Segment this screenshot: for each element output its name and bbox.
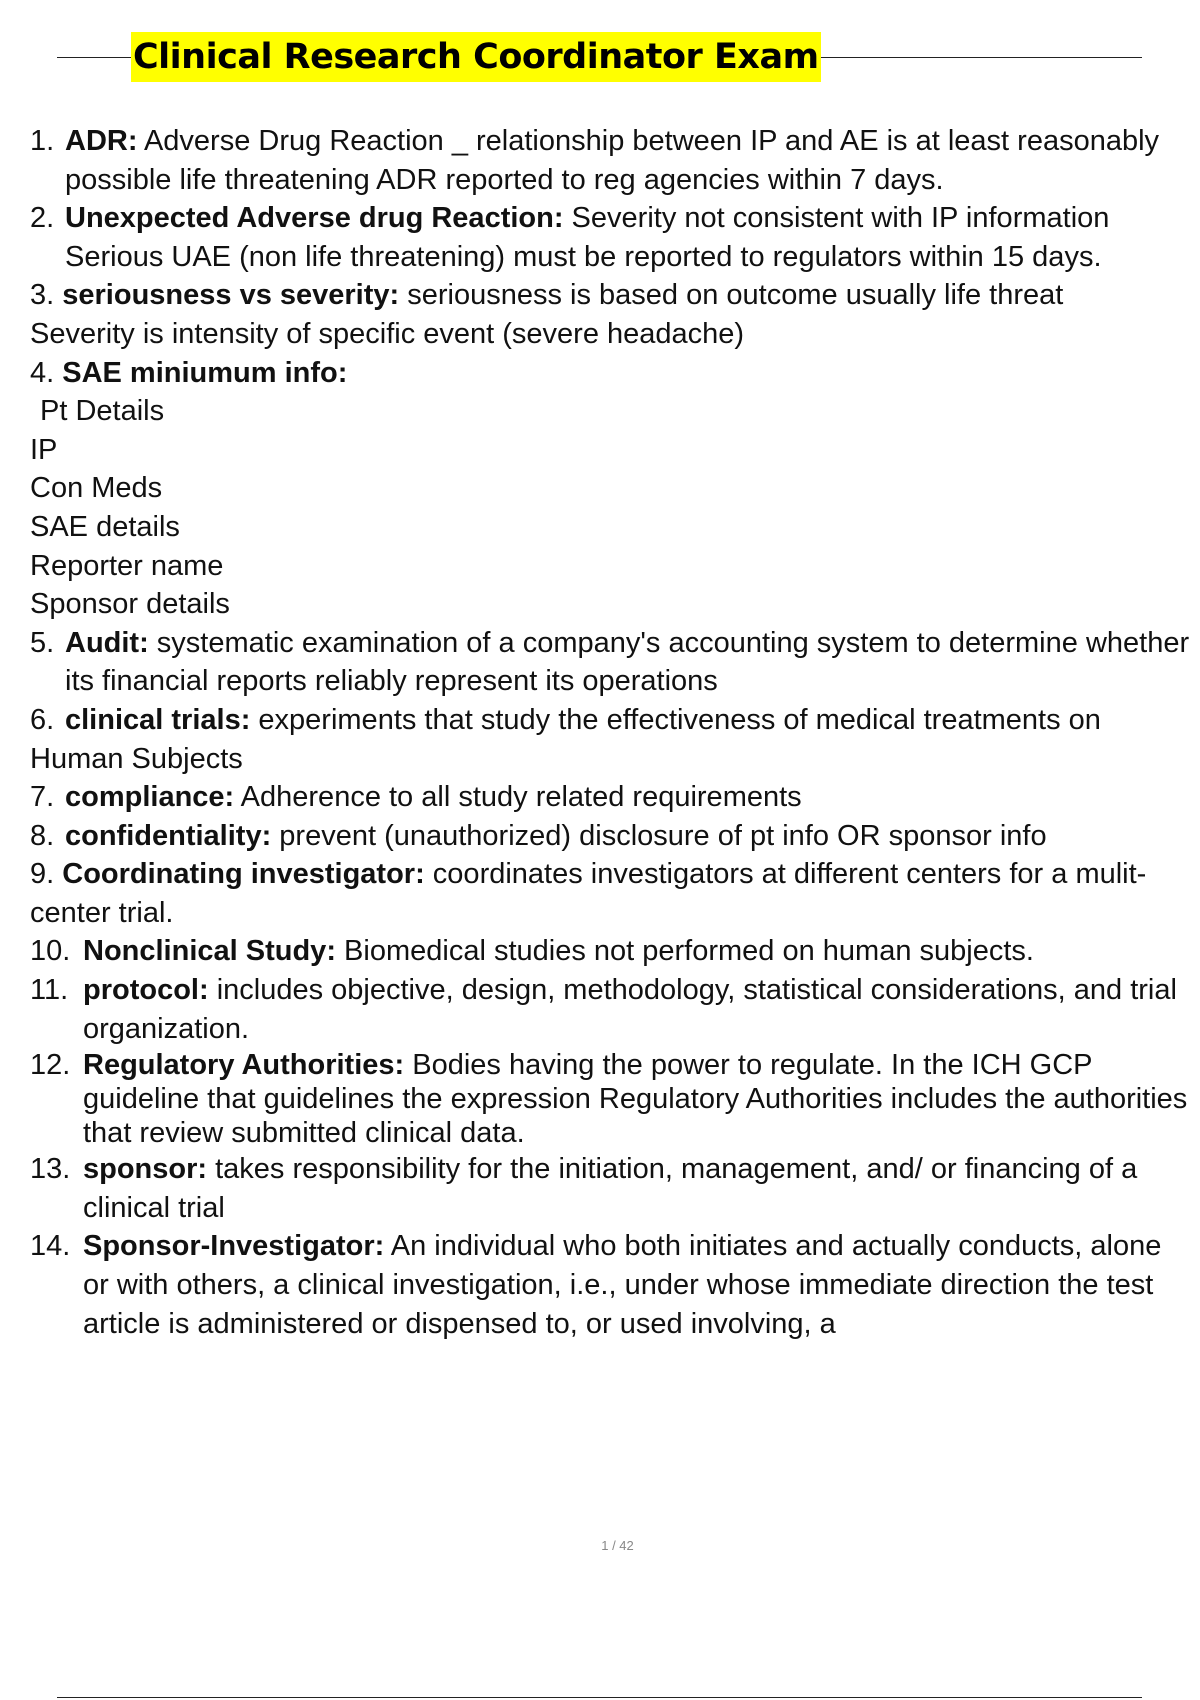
page-number: 1 / 42 (601, 1538, 634, 1553)
sub-item: Sponsor details (30, 588, 230, 621)
item-definition: An individual who both initiates and actually conducts, alone or with others, a clinical investigation, i.e., under whose immediate direction the test article is administered or dispensed to, or used involving, a (83, 1230, 1162, 1340)
item-term: Regulatory Authorities: (83, 1049, 405, 1082)
list-item (30, 778, 1195, 817)
item-term: confidentiality: (65, 819, 272, 852)
sub-item: Pt Details (40, 395, 165, 428)
item-number: 5. (30, 626, 55, 659)
item-number: 8. (30, 819, 55, 852)
item-definition: Severity not consistent with IP information Serious UAE (non life threatening) must be reported to regulators within 15 days. (65, 202, 1110, 273)
list-item (30, 1048, 1195, 1150)
list-item (30, 817, 1195, 856)
item-number: 3. (30, 279, 55, 312)
list-item (30, 199, 1195, 276)
list-item (30, 276, 1195, 353)
item-definition: prevent (unauthorized) disclosure of pt info OR sponsor info (271, 819, 1047, 852)
document-title: Clinical Research Coordinator Exam (131, 32, 821, 82)
footer-rule (57, 1697, 1142, 1698)
item-term: clinical trials: (65, 703, 251, 736)
item-number: 1. (30, 125, 55, 157)
item-number: 13. (30, 1153, 71, 1186)
list-item (30, 624, 1195, 701)
item-number: 12. (30, 1049, 71, 1082)
item-term: Audit: (65, 626, 149, 659)
list-item (30, 122, 1195, 199)
sub-item: IP (30, 433, 58, 466)
item-definition: Adherence to all study related requirements (234, 781, 802, 814)
list-item-body (30, 701, 1195, 740)
list-item (30, 354, 1195, 624)
list-item (30, 701, 1195, 778)
item-continuation: Human Subjects (30, 742, 243, 775)
list-item (30, 855, 1195, 932)
item-number: 9. (30, 858, 55, 891)
item-term: Unexpected Adverse drug Reaction: (65, 202, 564, 235)
list-item (30, 1150, 1195, 1227)
item-term: sponsor: (83, 1153, 208, 1186)
item-number: 7. (30, 781, 55, 814)
item-term: seriousness vs severity: (62, 279, 400, 312)
item-definition: coordinates investigators at different centers for a mulit-center trial. (30, 858, 1147, 929)
item-definition: takes responsibility for the initiation, management, and/ or financing of a clinical trial (83, 1153, 1138, 1224)
item-term: Nonclinical Study: (83, 935, 336, 968)
item-term: compliance: (65, 781, 235, 814)
item-continuation: Severity is intensity of specific event (severe headache) (30, 317, 745, 350)
sub-item: Reporter name (30, 549, 224, 582)
item-number: 4. (30, 356, 55, 389)
item-definition: seriousness is based on outcome usually life threat (399, 279, 1064, 312)
item-definition: systematic examination of a company's accounting system to determine whether its financial reports reliably represent its operations (65, 626, 1190, 698)
sub-item: Con Meds (30, 472, 163, 505)
sub-item: SAE details (30, 510, 180, 543)
glossary-list (30, 122, 1195, 1343)
item-term: ADR: (65, 125, 138, 157)
item-definition: Adverse Drug Reaction _ relationship between IP and AE is at least reasonably possible life threatening ADR reported to reg agencies within 7 days. (65, 125, 1160, 196)
item-term: Coordinating investigator: (62, 858, 425, 891)
item-number: 10. (30, 935, 71, 968)
item-number: 2. (30, 202, 55, 235)
list-item (30, 971, 1195, 1048)
item-number: 14. (30, 1230, 71, 1263)
title-row (57, 28, 1142, 88)
item-term: SAE miniumum info: (62, 356, 348, 389)
item-definition: Bodies having the power to regulate. In the ICH GCP guideline that guidelines the expression Regulatory Authorities includes the authorities that review submitted clinical data. (83, 1049, 1188, 1150)
list-item (30, 1227, 1195, 1343)
item-term: Sponsor-Investigator: (83, 1230, 385, 1263)
item-number: 6. (30, 703, 55, 736)
item-term: protocol: (83, 974, 209, 1007)
list-item (30, 932, 1195, 971)
item-definition: Biomedical studies not performed on human subjects. (335, 935, 1034, 968)
item-definition: includes objective, design, methodology, statistical considerations, and trial organization. (83, 974, 1177, 1045)
item-definition: experiments that study the effectiveness of medical treatments on (250, 703, 1101, 736)
item-number: 11. (30, 974, 69, 1007)
